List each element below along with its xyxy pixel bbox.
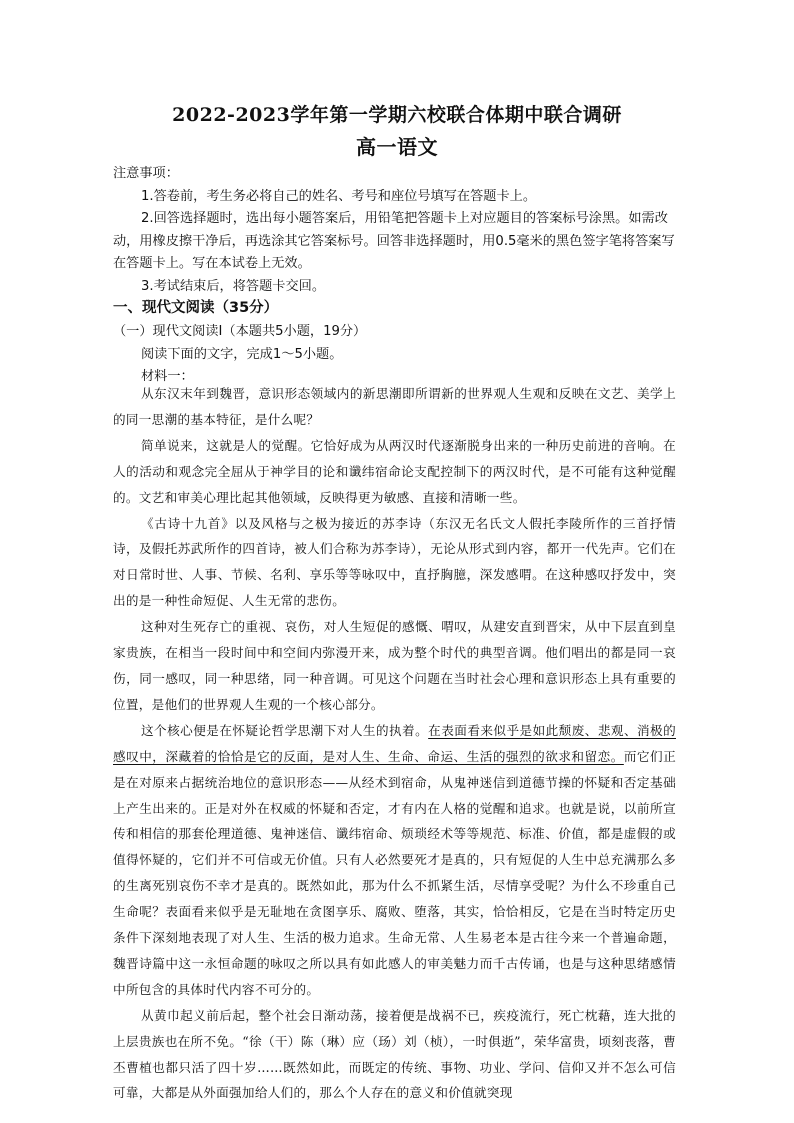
passage — [113, 381, 676, 1106]
material-label: 材料一： — [141, 369, 194, 384]
passage-paragraph-4: 这种对生死存亡的重视、哀伤，对人生短促的感慨、喟叹，从建安直到晋宋，从中下层直到皇家贵族，在相当一段时间中和空间内弥漫开来，成为整个时代的典型音调。他们唱出的都是同一哀伤，同一感叹，同一种思绪，同一种音调。可见这个问题在当时社会心理和意识形态上具有重要的位置，是他们的世界观人生观的一个核心部分。 — [113, 619, 676, 712]
exam-subject: 高一语文 — [356, 135, 438, 159]
note-item-2: 2.回答选择题时，选出每小题答案后，用铅笔把答题卡上对应题目的答案标号涂黑。如需改动，用橡皮擦干净后，再选涂其它答案标号。回答非选择题时，用0.5毫米的黑色签字笔将答案写在答题卡上。写在本试卷上无效。 — [113, 211, 675, 271]
section-intro — [113, 321, 683, 389]
paragraph-5-rest: 而它们正是在对原来占据统治地位的意识形态——从经术到宿命，从鬼神迷信到道德节操的怀疑和否定基础上产生出来的。正是对外在权威的怀疑和否定，才有内在人格的觉醒和追求。也就是说，以前所宣传和相信的那套伦理道德、鬼神迷信、谶纬宿命、烦琐经术等等规范、标准、价值，都是虚假的或值得怀疑的，它们并不可信或无价值。只有人必然要死才是真的，只有短促的人生中总充满那么多的生离死别哀伤不幸才是真的。既然如此，那为什么不抓紧生活，尽情享受呢？为什么不珍重自己生命呢？表面看来似乎是无耻地在贪图享乐、腐败、堕落，其实，恰恰相反，它是在当时特定历史条件下深刻地表现了对人生、生活的极力追求。生命无常、人生易老本是古往今来一个普遍命题，魏晋诗篇中这一永恒命题的咏叹之所以具有如此感人的审美魅力而千古传诵，也是与这种思绪感情中所包含的具体时代内容不可分的。 — [113, 748, 676, 997]
passage-paragraph-6: 从黄巾起义前后起，整个社会日渐动荡，接着便是战祸不已，疾疫流行，死亡枕藉，连大批的上层贵族也在所不免。“徐（干）陈（琳）应（玚）刘（桢），一时俱逝”，荣华富贵，顷刻丧落，曹丕曹植也都只活了四十岁……既然如此，而既定的传统、事物、功业、学问、信仰又并不怎么可信可靠，大都是从外面强加给人们的，那么个人存在的意义和价值就突现 — [113, 1007, 676, 1101]
note-item-1: 1.答卷前，考生务必将自己的姓名、考号和座位号填写在答题卡上。 — [141, 188, 537, 204]
underlined-sentence: 在表面看来似乎是如此颓废、悲观、消极的感叹中，深藏着的恰恰是它的反面，是对人生、生命、命运、生活的强烈的欲求和留恋。 — [113, 722, 676, 764]
sub-heading: （一）现代文阅读Ⅰ（本题共5小题，19分） — [113, 324, 367, 339]
passage-paragraph-5 — [113, 718, 676, 1003]
section-heading: 一、现代文阅读（35分） — [113, 300, 279, 316]
notes-block — [113, 163, 683, 298]
passage-paragraph-3: 《古诗十九首》以及风格与之极为接近的苏李诗（东汉无名氏文人假托李陵所作的三首抒情诗，及假托苏武所作的四首诗，被人们合称为苏李诗），无论从形式到内容，都开一代先声。它们在对日常时世、人事、节候、名利、享乐等等咏叹中，直抒胸臆，深发感喟。在这种感叹抒发中，突出的是一种性命短促、人生无常的悲伤。 — [113, 515, 676, 609]
passage-paragraph-2: 简单说来，这就是人的觉醒。它恰好成为从两汉时代逐渐脱身出来的一种历史前进的音响。在人的活动和观念完全屈从于神学目的论和谶纬宿命论支配控制下的两汉时代，是不可能有这种觉醒的。文艺和审美心理比起其他领域，反映得更为敏感、直接和清晰一些。 — [113, 437, 676, 505]
note-item-3: 3.考试结束后，将答题卡交回。 — [141, 278, 326, 294]
paragraph-5-lead: 这个核心便是在怀疑论哲学思潮下对人生的执着。 — [141, 722, 429, 738]
passage-paragraph-1: 从东汉末年到魏晋，意识形态领域内的新思潮即所谓新的世界观人生观和反映在文艺、美学上的同一思潮的基本特征，是什么呢？ — [113, 386, 676, 427]
reading-instruction: 阅读下面的文字，完成1～5小题。 — [141, 346, 343, 362]
exam-title: 2022-2023学年第一学期六校联合体期中联合调研 — [172, 104, 622, 126]
notes-heading: 注意事项： — [113, 166, 179, 181]
